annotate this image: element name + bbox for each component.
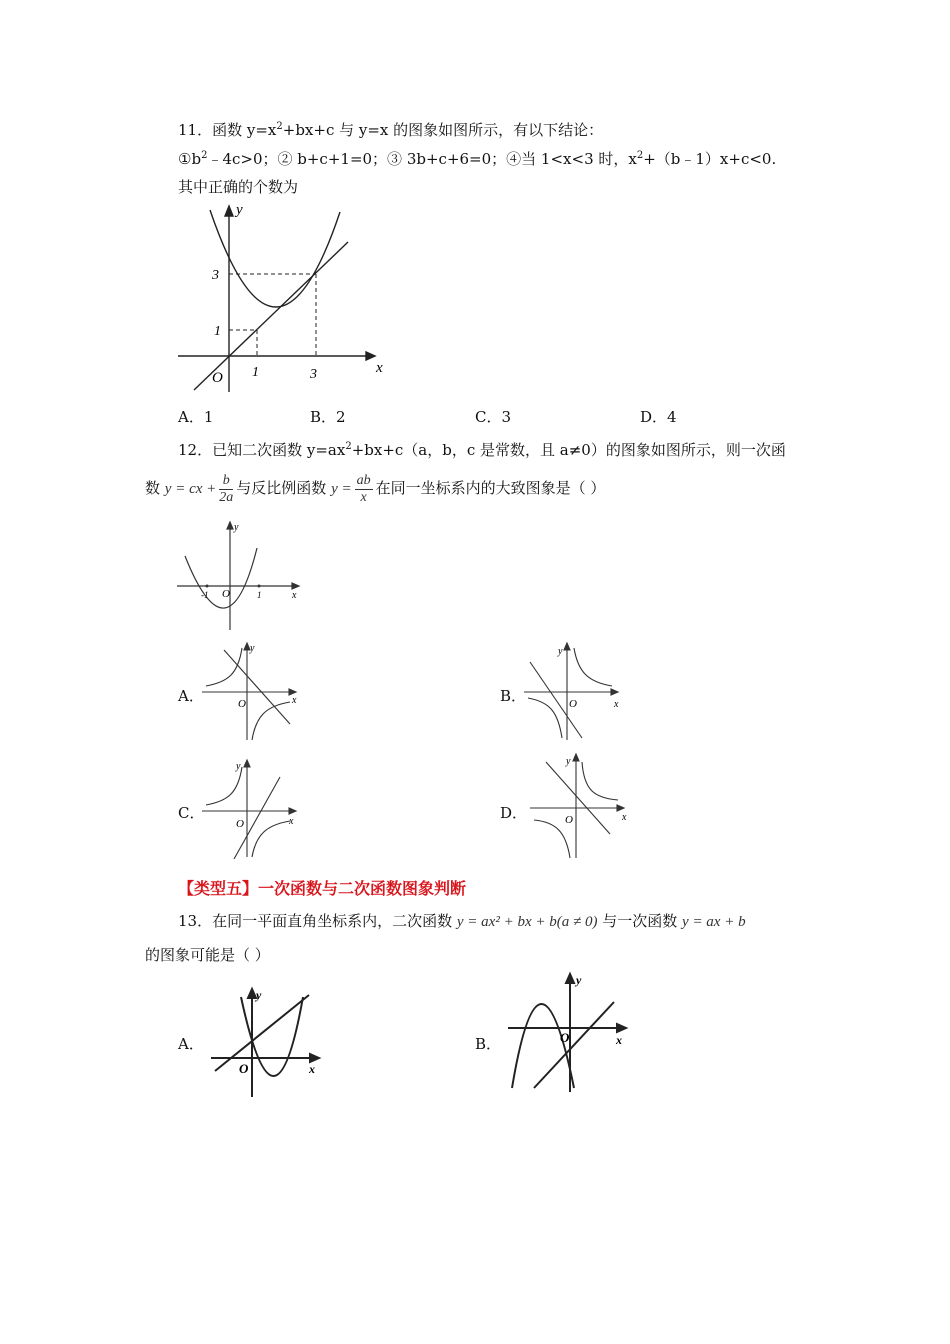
q11-graph xyxy=(170,198,390,398)
q12-frac2-den: x xyxy=(360,489,367,505)
q12a-origin: O xyxy=(238,698,246,710)
q11-origin: O xyxy=(212,370,223,386)
q11-tick-y3: 3 xyxy=(212,268,219,283)
q13-graph-a[interactable] xyxy=(205,985,330,1100)
q12a-x-label: x xyxy=(292,695,297,706)
q12b-y-label: y xyxy=(558,646,563,657)
q11-y-label: y xyxy=(236,202,243,218)
q12b-x-label: x xyxy=(614,699,619,710)
q13-line1 xyxy=(178,911,746,932)
q11-l2-b: ﹣4c>0；② b+c+1=0；③ 3b+c+6=0；④当 1<x<3 时，x xyxy=(207,150,637,168)
q13-graph-b[interactable] xyxy=(500,970,635,1095)
q13a-origin: O xyxy=(239,1061,249,1076)
q11-tick-x3: 3 xyxy=(310,367,317,382)
q13-linear-expr: y = ax + b xyxy=(682,914,746,930)
q12c-y-label: y xyxy=(236,761,241,772)
q11-line2 xyxy=(178,146,776,169)
section-heading: 【类型五】一次函数与二次函数图象判断 xyxy=(178,879,467,898)
q11-line1 xyxy=(178,117,603,140)
q11-l2-a: ①b xyxy=(178,150,202,168)
q13-text-b: 与一次函数 xyxy=(602,912,678,930)
q12-option-d[interactable]: D． xyxy=(500,804,528,822)
q11-text-a: 函数 y=x xyxy=(212,121,277,139)
q12a-y-label: y xyxy=(250,643,255,654)
q12-option-c[interactable]: C． xyxy=(178,804,205,822)
q12-graph-c[interactable] xyxy=(200,757,310,862)
q12c-origin: O xyxy=(236,818,244,830)
q12-line2 xyxy=(145,470,605,507)
q12-l2-pre: 数 xyxy=(145,479,161,497)
q11-option-b[interactable]: B．2 xyxy=(310,408,346,426)
q11-tick-y1: 1 xyxy=(214,324,221,339)
q11-tick-x1: 1 xyxy=(252,365,259,380)
q11-l2-sup2: 2 xyxy=(636,150,644,161)
q11-l2-c: +（b﹣1）x+c<0. xyxy=(643,150,777,168)
q12-text-a: 已知二次函数 y=ax xyxy=(212,441,346,459)
q12-frac-ab-x xyxy=(355,473,373,506)
q11-number: 11． xyxy=(178,121,213,139)
q12d-origin: O xyxy=(565,814,573,826)
q12-tick-pos1: 1 xyxy=(257,590,262,600)
q12-frac2-num: ab xyxy=(356,472,371,488)
q12-origin: O xyxy=(222,588,230,600)
q12-inverse-expr: y = xyxy=(331,481,352,497)
q12-sup: 2 xyxy=(345,441,352,452)
q12-line1 xyxy=(178,437,786,460)
q12-frac1-num: b xyxy=(219,473,233,490)
q12-number: 12． xyxy=(178,441,213,459)
q11-option-d[interactable]: D．4 xyxy=(640,408,677,426)
q12-tick-neg1: -1 xyxy=(201,590,209,600)
q12-graph-d[interactable] xyxy=(522,750,637,862)
q12-y-label: y xyxy=(234,522,239,533)
q12d-x-label: x xyxy=(622,812,627,823)
q12c-x-label: x xyxy=(289,816,294,827)
q12-l2-post: 在同一坐标系内的大致图象是（ ） xyxy=(375,479,606,497)
q12-option-b[interactable]: B． xyxy=(500,687,527,705)
q12-graph-b[interactable] xyxy=(522,640,632,745)
q12-graph-a[interactable] xyxy=(200,640,310,745)
q12-l2-mid: 与反比例函数 xyxy=(236,479,327,497)
q12-linear-expr: y = cx + xyxy=(164,481,217,497)
q13-text-a: 在同一平面直角坐标系内，二次函数 xyxy=(212,912,453,930)
q13-line2: 的图象可能是（ ） xyxy=(145,946,270,964)
q12-text-b: +bx+c（a，b，c 是常数，且 a≠0）的图象如图所示，则一次函 xyxy=(351,441,786,459)
q11-sup: 2 xyxy=(276,121,283,132)
q12-option-a[interactable]: A． xyxy=(178,687,204,705)
q11-text-b: +bx+c 与 y=x 的图象如图所示，有以下结论： xyxy=(282,121,604,139)
q11-option-c[interactable]: C．3 xyxy=(475,408,512,426)
q11-l2-sup: 2 xyxy=(201,150,208,161)
q13-option-b[interactable]: B． xyxy=(475,1035,502,1053)
q12-frac-b-2a xyxy=(219,473,233,506)
q11-option-a[interactable]: A．1 xyxy=(178,408,214,426)
q13b-y-label: y xyxy=(576,973,582,987)
q11-x-label: x xyxy=(376,360,383,376)
q13a-x-label: x xyxy=(309,1062,315,1076)
q13-number: 13． xyxy=(178,912,213,930)
q13b-x-label: x xyxy=(616,1033,622,1047)
q12d-y-label: y xyxy=(566,756,571,767)
q13-quadratic-expr: y = ax² + bx + b(a ≠ 0) xyxy=(456,914,598,930)
q13b-origin: O xyxy=(560,1030,570,1045)
q13a-y-label: y xyxy=(256,988,262,1002)
q11-line3: 其中正确的个数为 xyxy=(178,178,299,196)
q13-option-a[interactable]: A． xyxy=(178,1035,204,1053)
q12-parabola-graph xyxy=(175,518,305,633)
q12-x-label: x xyxy=(292,590,297,601)
q12b-origin: O xyxy=(569,698,577,710)
q12-frac1-den: 2a xyxy=(219,489,234,505)
